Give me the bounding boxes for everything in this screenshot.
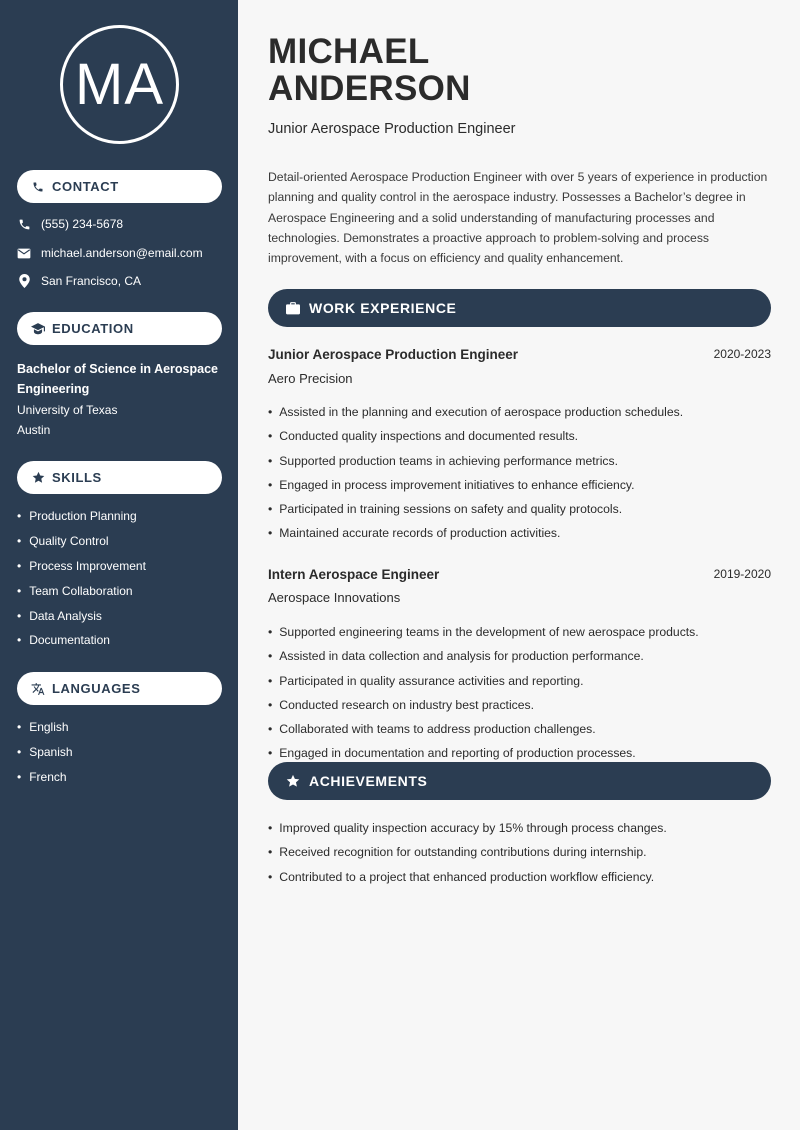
work-experience-heading-bar (268, 289, 771, 327)
job-2-bullets (268, 624, 773, 770)
phone-icon (17, 217, 31, 231)
job-2-dates: 2019-2020 (713, 567, 771, 581)
skill-item: • Production Planning (17, 508, 146, 533)
education-degree: Bachelor of Science in Aerospace Engineering (17, 362, 219, 396)
contact-location: San Francisco, CA (41, 274, 142, 288)
name-last: ANDERSON (268, 69, 471, 108)
achievements-heading-bar (268, 762, 771, 800)
job-bullet: • Engaged in process improvement initiatives to enhance efficiency. (268, 477, 773, 501)
skills-heading: SKILLS (52, 470, 102, 485)
job-bullet: • Engaged in documentation and reporting of production processes. (268, 745, 773, 769)
languages-heading-pill (17, 672, 222, 705)
skills-list (17, 508, 146, 657)
education-city: Austin (17, 423, 51, 437)
contact-phone[interactable]: (555) 234-5678 (41, 217, 124, 231)
job-2-title: Intern Aerospace Engineer (268, 567, 440, 582)
education-school: University of Texas (17, 403, 118, 417)
job-bullet: • Participated in training sessions on safety and quality protocols. (268, 501, 773, 525)
sidebar (0, 0, 238, 1130)
job-1-company: Aero Precision (268, 371, 353, 386)
skill-item: • Data Analysis (17, 608, 146, 633)
job-bullet: • Conducted research on industry best practices. (268, 697, 773, 721)
location-pin-icon (17, 274, 31, 288)
language-item: • French (17, 769, 73, 794)
work-experience-heading: WORK EXPERIENCE (309, 300, 457, 316)
job-bullet: • Conducted quality inspections and documented results. (268, 428, 773, 452)
contact-phone-row (17, 217, 123, 231)
skill-item: • Documentation (17, 632, 146, 657)
languages-list (17, 719, 73, 794)
profile-summary: Detail-oriented Aerospace Production Engineer with over 5 years of experience in production planning and quality control in the aerospace industry. Possesses a Bachelor’s degree in Aerospace Engineering and a solid understanding of manufacturing processes and technologies. Demonstrates a proactive approach to problem-solving and process improvement, with a focus on efficiency and quality enhancement. (268, 170, 768, 266)
education-heading-pill (17, 312, 222, 345)
job-2-company: Aerospace Innovations (268, 590, 401, 605)
name-first: MICHAEL (268, 32, 430, 71)
job-bullet: • Participated in quality assurance activities and reporting. (268, 673, 773, 697)
contact-email[interactable]: michael.anderson@email.com (41, 246, 203, 260)
star-icon (285, 774, 300, 789)
education-heading: EDUCATION (52, 321, 134, 336)
achievement-item: • Received recognition for outstanding contributions during internship. (268, 844, 773, 868)
contact-location-row (17, 274, 141, 288)
job-bullet: • Assisted in the planning and execution of aerospace production schedules. (268, 404, 773, 428)
job-bullet: • Supported engineering teams in the development of new aerospace products. (268, 624, 773, 648)
avatar-initials: MA (60, 25, 179, 144)
languages-heading: LANGUAGES (52, 681, 141, 696)
job-1-dates: 2020-2023 (713, 347, 771, 361)
phone-icon (31, 180, 45, 194)
language-item: • Spanish (17, 744, 73, 769)
contact-heading: CONTACT (52, 179, 119, 194)
briefcase-icon (285, 301, 300, 316)
email-icon (17, 246, 31, 260)
job-bullet: • Maintained accurate records of production activities. (268, 525, 773, 549)
graduation-cap-icon (31, 322, 45, 336)
contact-heading-pill (17, 170, 222, 203)
skills-heading-pill (17, 461, 222, 494)
job-bullet: • Assisted in data collection and analysis for production performance. (268, 648, 773, 672)
language-item: • English (17, 719, 73, 744)
skill-item: • Process Improvement (17, 558, 146, 583)
candidate-name (268, 33, 471, 107)
achievement-item: • Improved quality inspection accuracy by 15% through process changes. (268, 820, 773, 844)
skill-item: • Team Collaboration (17, 583, 146, 608)
achievements-heading: ACHIEVEMENTS (309, 773, 428, 789)
job-title-headline: Junior Aerospace Production Engineer (268, 121, 516, 137)
achievement-item: • Contributed to a project that enhanced production workflow efficiency. (268, 869, 773, 893)
job-bullet: • Collaborated with teams to address production challenges. (268, 721, 773, 745)
translate-icon (31, 682, 45, 696)
star-icon (31, 471, 45, 485)
achievements-list (268, 820, 773, 893)
job-1-bullets (268, 404, 773, 550)
contact-email-row (17, 246, 203, 260)
job-bullet: • Supported production teams in achieving performance metrics. (268, 453, 773, 477)
skill-item: • Quality Control (17, 533, 146, 558)
job-1-title: Junior Aerospace Production Engineer (268, 347, 519, 362)
